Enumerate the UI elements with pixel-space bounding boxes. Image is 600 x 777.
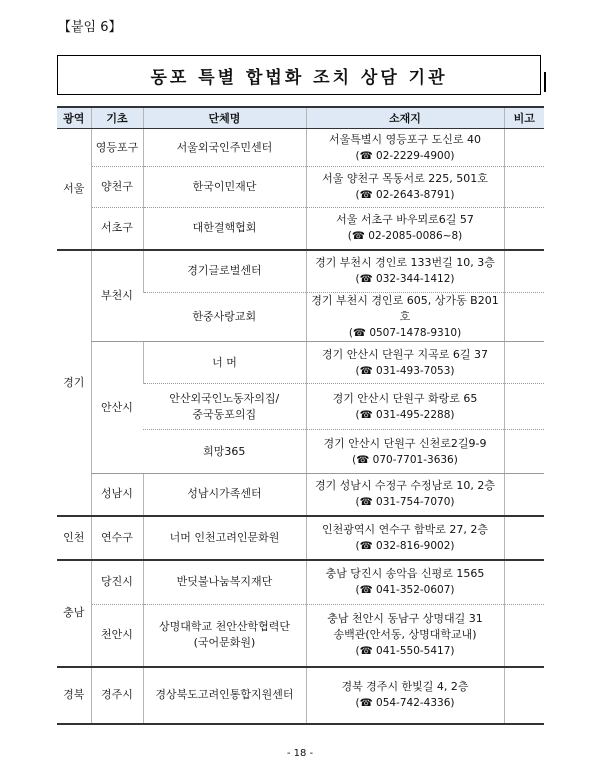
address-cell: 충남 천안시 동남구 상명대길 31 송백관(안서동, 상명대학교내) (☎ 041-550-5417) xyxy=(306,605,504,667)
header-remarks: 비고 xyxy=(504,107,544,129)
region-cell: 충남 xyxy=(57,560,91,667)
remarks-cell xyxy=(504,129,544,167)
table-row xyxy=(57,208,544,250)
header-district: 기초 xyxy=(91,107,143,129)
org-cell: 한국이민재단 xyxy=(143,167,306,208)
remarks-cell xyxy=(504,342,544,384)
remarks-cell xyxy=(504,430,544,474)
address-cell: 경기 부천시 경인로 605, 상가동 B201호 (☎ 0507-1478-9310) xyxy=(306,293,504,342)
table-row xyxy=(57,667,544,724)
district-cell: 서초구 xyxy=(91,208,143,250)
org-cell: 안산외국인노동자의집/ 중국동포의집 xyxy=(143,384,306,430)
address-cell: 서울 양천구 목동서로 225, 501호 (☎ 02-2643-8791) xyxy=(306,167,504,208)
page-title: 동포 특별 합법화 조치 상담 기관 xyxy=(150,67,448,88)
header-region: 광역 xyxy=(57,107,91,129)
address-cell: 서울특별시 영등포구 도신로 40 (☎ 02-2229-4900) xyxy=(306,129,504,167)
table-row xyxy=(57,560,544,605)
region-cell: 인천 xyxy=(57,516,91,560)
district-cell: 당진시 xyxy=(91,560,143,605)
remarks-cell xyxy=(504,384,544,430)
remarks-cell xyxy=(504,560,544,605)
remarks-cell xyxy=(504,667,544,724)
table-row xyxy=(57,167,544,208)
org-cell: 반딧불나눔복지재단 xyxy=(143,560,306,605)
org-cell: 경상북도고려인통합지원센터 xyxy=(143,667,306,724)
district-cell: 안산시 xyxy=(91,342,143,474)
remarks-cell xyxy=(504,516,544,560)
org-cell: 대한결핵협회 xyxy=(143,208,306,250)
org-cell: 한중사랑교회 xyxy=(143,293,306,342)
title-box xyxy=(57,55,541,95)
address-cell: 경북 경주시 한빛길 4, 2층 (☎ 054-742-4336) xyxy=(306,667,504,724)
org-cell: 상명대학교 천안산학협력단 (국어문화원) xyxy=(143,605,306,667)
district-cell: 부천시 xyxy=(91,250,143,342)
org-cell: 경기글로벌센터 xyxy=(143,250,306,293)
text-cursor xyxy=(544,72,546,92)
org-cell: 성남시가족센터 xyxy=(143,474,306,516)
header-organization: 단체명 xyxy=(143,107,306,129)
table-row xyxy=(57,129,544,167)
address-cell: 경기 안산시 단원구 지곡로 6길 37 (☎ 031-493-7053) xyxy=(306,342,504,384)
table-row xyxy=(57,250,544,293)
district-cell: 연수구 xyxy=(91,516,143,560)
address-cell: 인천광역시 연수구 함박로 27, 2층 (☎ 032-816-9002) xyxy=(306,516,504,560)
table-header-row xyxy=(57,107,544,129)
remarks-cell xyxy=(504,208,544,250)
district-cell: 경주시 xyxy=(91,667,143,724)
org-cell: 너 머 xyxy=(143,342,306,384)
page-number: - 18 - xyxy=(286,748,314,759)
table-row xyxy=(57,342,544,384)
remarks-cell xyxy=(504,605,544,667)
address-cell: 충남 당진시 송악읍 신평로 1565 (☎ 041-352-0607) xyxy=(306,560,504,605)
region-cell: 서울 xyxy=(57,129,91,250)
district-cell: 양천구 xyxy=(91,167,143,208)
counseling-agency-table xyxy=(57,106,544,725)
region-cell: 경북 xyxy=(57,667,91,724)
region-cell: 경기 xyxy=(57,250,91,516)
address-cell: 경기 안산시 단원구 신천로2길9-9 (☎ 070-7701-3636) xyxy=(306,430,504,474)
district-cell: 영등포구 xyxy=(91,129,143,167)
address-cell: 서울 서초구 바우뫼로6길 57 (☎ 02-2085-0086~8) xyxy=(306,208,504,250)
table-row xyxy=(57,605,544,667)
address-cell: 경기 안산시 단원구 화랑로 65 (☎ 031-495-2288) xyxy=(306,384,504,430)
remarks-cell xyxy=(504,293,544,342)
district-cell: 천안시 xyxy=(91,605,143,667)
attachment-label: 【붙임 6】 xyxy=(58,20,122,35)
table-row xyxy=(57,474,544,516)
address-cell: 경기 성남시 수정구 수정남로 10, 2층 (☎ 031-754-7070) xyxy=(306,474,504,516)
address-cell: 경기 부천시 경인로 133번길 10, 3층 (☎ 032-344-1412) xyxy=(306,250,504,293)
table-row xyxy=(57,516,544,560)
remarks-cell xyxy=(504,250,544,293)
header-address: 소재지 xyxy=(306,107,504,129)
org-cell: 서울외국인주민센터 xyxy=(143,129,306,167)
district-cell: 성남시 xyxy=(91,474,143,516)
remarks-cell xyxy=(504,474,544,516)
org-cell: 희망365 xyxy=(143,430,306,474)
org-cell: 너머 인천고려인문화원 xyxy=(143,516,306,560)
remarks-cell xyxy=(504,167,544,208)
